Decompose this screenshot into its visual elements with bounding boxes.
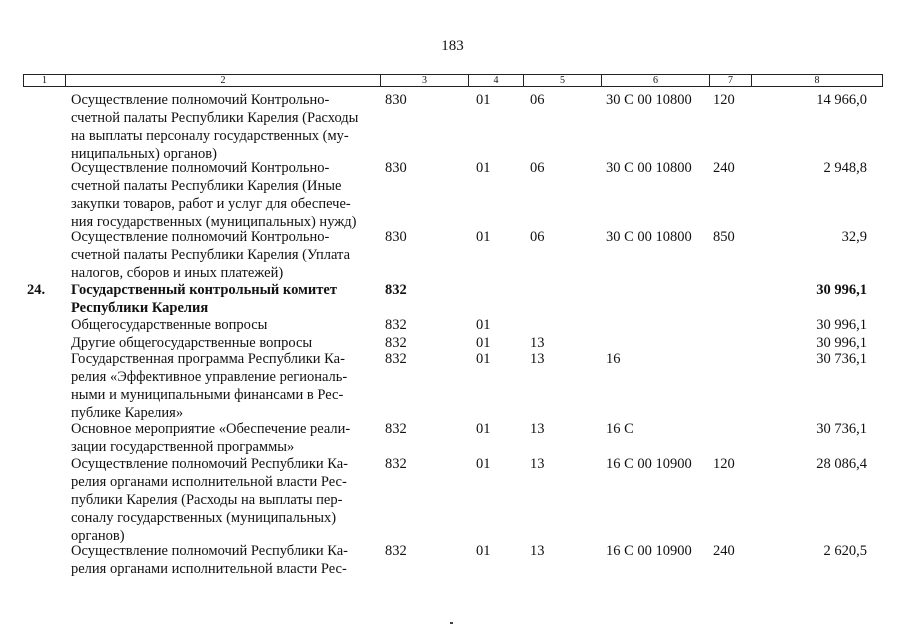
row-target: 16 С	[606, 421, 634, 437]
row-code: 832	[385, 543, 407, 559]
header-cell-6: 6	[602, 75, 710, 86]
row-code: 832	[385, 282, 407, 298]
row-section: 01	[476, 351, 491, 367]
row-section: 01	[476, 92, 491, 108]
page-number: 183	[441, 38, 464, 54]
row-target: 16 С 00 10900	[606, 543, 692, 559]
row-section: 01	[476, 421, 491, 437]
row-subsection: 13	[530, 456, 545, 472]
row-sum: 30 996,1	[816, 317, 867, 333]
row-name: Осуществление полномочий Контрольно- счетной палаты Республики Карелия (Уплата налогов, сборов и иных платежей)	[71, 229, 351, 281]
row-section: 01	[476, 317, 491, 333]
row-target: 16 С 00 10900	[606, 456, 692, 472]
row-name: Осуществление полномочий Республики Ка- релия органами исполнительной власти Рес- публики Карелия (Расходы на выплаты пер- соналу государственных (муниципальных) органов)	[71, 456, 348, 544]
header-cell-1: 1	[24, 75, 66, 86]
row-name: Другие общегосударственные вопросы	[71, 335, 313, 351]
row-subsection: 13	[530, 421, 545, 437]
row-code: 830	[385, 92, 407, 108]
row-sum: 28 086,4	[816, 456, 867, 472]
table-header-row	[23, 74, 883, 87]
row-name: Осуществление полномочий Контрольно- счетной палаты Республики Карелия (Иные закупки товаров, работ и услуг для обеспече- ния государственных (муниципальных) нужд)	[71, 160, 357, 230]
row-sum: 2 948,8	[823, 160, 867, 176]
row-sum: 32,9	[841, 229, 867, 245]
row-subsection: 06	[530, 229, 545, 245]
scan-mark	[450, 622, 453, 624]
row-name: Государственный контрольный комитет Республики Карелия	[71, 282, 337, 316]
row-code: 832	[385, 421, 407, 437]
row-name: Осуществление полномочий Контрольно- счетной палаты Республики Карелия (Расходы на выплаты персоналу государственных (му- ниципальных) органов)	[71, 92, 359, 162]
row-section: 01	[476, 543, 491, 559]
row-subsection: 06	[530, 160, 545, 176]
row-subsection: 13	[530, 335, 545, 351]
row-code: 830	[385, 229, 407, 245]
row-sum: 14 966,0	[816, 92, 867, 108]
row-target: 30 С 00 10800	[606, 160, 692, 176]
row-expense-type: 120	[713, 456, 735, 472]
row-target: 30 С 00 10800	[606, 229, 692, 245]
header-cell-4: 4	[469, 75, 524, 86]
row-expense-type: 240	[713, 160, 735, 176]
row-sum: 30 736,1	[816, 351, 867, 367]
header-cell-3: 3	[381, 75, 469, 86]
row-number: 24.	[27, 282, 46, 298]
row-code: 832	[385, 317, 407, 333]
row-name: Государственная программа Республики Ка- релия «Эффективное управление региональ- ными и муниципальными финансами в Рес- публике Карелия»	[71, 351, 348, 421]
row-expense-type: 240	[713, 543, 735, 559]
row-sum: 2 620,5	[823, 543, 867, 559]
row-sum: 30 996,1	[816, 335, 867, 351]
row-subsection: 13	[530, 543, 545, 559]
header-cell-5: 5	[524, 75, 602, 86]
row-subsection: 13	[530, 351, 545, 367]
row-sum: 30 736,1	[816, 421, 867, 437]
row-code: 832	[385, 335, 407, 351]
header-cell-2: 2	[66, 75, 381, 86]
row-expense-type: 850	[713, 229, 735, 245]
row-target: 16	[606, 351, 621, 367]
row-sum: 30 996,1	[816, 282, 867, 298]
header-cell-7: 7	[710, 75, 752, 86]
row-section: 01	[476, 456, 491, 472]
row-expense-type: 120	[713, 92, 735, 108]
row-section: 01	[476, 335, 491, 351]
row-code: 832	[385, 351, 407, 367]
row-name: Основное мероприятие «Обеспечение реали- зации государственной программы»	[71, 421, 351, 455]
row-code: 830	[385, 160, 407, 176]
row-section: 01	[476, 160, 491, 176]
row-name: Осуществление полномочий Республики Ка- релия органами исполнительной власти Рес-	[71, 543, 348, 577]
row-target: 30 С 00 10800	[606, 92, 692, 108]
row-name: Общегосударственные вопросы	[71, 317, 268, 333]
row-section: 01	[476, 229, 491, 245]
row-code: 832	[385, 456, 407, 472]
row-subsection: 06	[530, 92, 545, 108]
header-cell-8: 8	[814, 75, 820, 86]
